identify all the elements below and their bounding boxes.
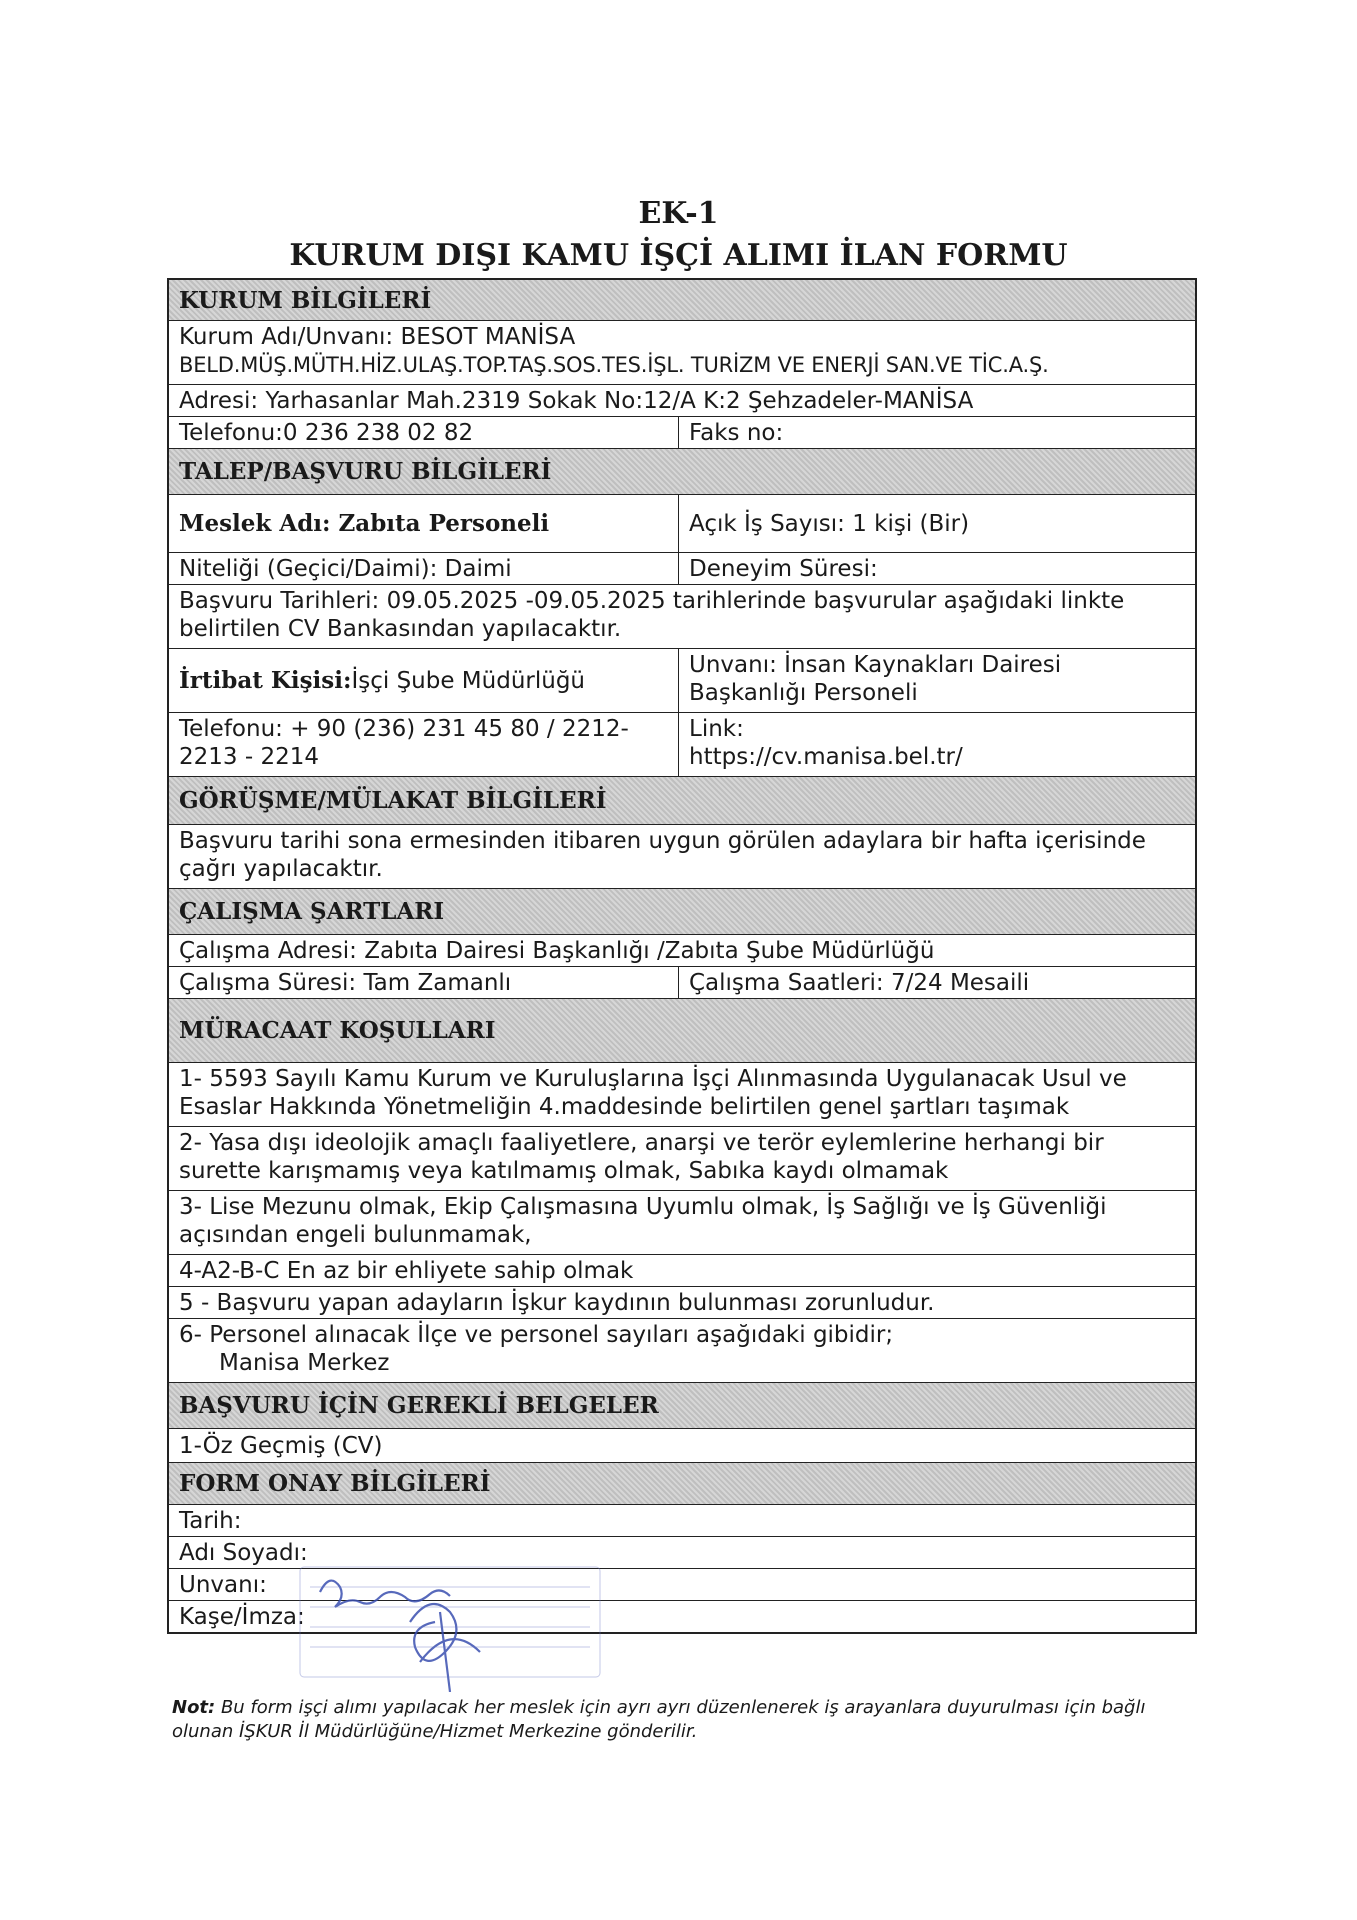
section-belgeler [169, 1382, 1195, 1428]
kurum-telefon: Telefonu:0 236 238 02 82 [169, 417, 679, 448]
kosul-3-line2: açısından engeli bulunmamak, [179, 1222, 532, 1248]
onay-adi-soyadi: Adı Soyadı: [179, 1539, 308, 1566]
section-kurum [169, 280, 1195, 320]
kurum-adi-row [169, 320, 1195, 384]
section-title: BAŞVURU İÇİN GEREKLİ BELGELER [169, 1383, 1195, 1428]
onay-adi-row [169, 1536, 1195, 1568]
kurum-adi [169, 321, 1195, 384]
note-label: Not: [172, 1697, 216, 1718]
calisma-suresi: Çalışma Süresi: Tam Zamanlı [169, 967, 679, 998]
basvuru-tarihleri-line1: Başvuru Tarihleri: 09.05.2025 -09.05.2025 tarihlerinde başvurular aşağıdaki linkte [179, 588, 1125, 614]
link-label: Link: [689, 716, 744, 742]
irtibat-telefon-line2: 2213 - 2214 [179, 744, 319, 770]
section-gorusme [169, 776, 1195, 824]
gorusme-line2: çağrı yapılacaktır. [179, 856, 383, 882]
unvan-line2: Başkanlığı Personeli [689, 680, 918, 706]
kosul-4-text: 4-A2-B-C En az bir ehliyete sahip olmak [179, 1257, 634, 1284]
kosul-3 [169, 1190, 1195, 1254]
section-title: MÜRACAAT KOŞULLARI [169, 999, 1195, 1062]
onay-unvan: Unvanı: [179, 1571, 267, 1598]
kurum-telefon-row [169, 416, 1195, 448]
section-title: FORM ONAY BİLGİLERİ [169, 1463, 1195, 1504]
niteligi: Niteliği (Geçici/Daimi): Daimi [169, 553, 679, 584]
meslek-row [169, 494, 1195, 552]
kosul-6-line1: 6- Personel alınacak İlçe ve personel sayıları aşağıdaki gibidir; [179, 1322, 894, 1348]
basvuru-tarihleri [169, 585, 1195, 648]
calisma-adres-row [169, 934, 1195, 966]
kurum-adres: Adresi: Yarhasanlar Mah.2319 Sokak No:12/A K:2 Şehzadeler-MANİSA [179, 387, 974, 414]
calisma-adresi: Çalışma Adresi: Zabıta Dairesi Başkanlığı /Zabıta Şube Müdürlüğü [179, 937, 935, 964]
basvuru-tarihleri-line2: belirtilen CV Bankasından yapılacaktır. [179, 616, 622, 642]
deneyim-suresi: Deneyim Süresi: [689, 555, 878, 582]
basvuru-link [679, 713, 1195, 776]
section-calisma [169, 888, 1195, 934]
kosul-2-line1: 2- Yasa dışı ideolojik amaçlı faaliyetlere, anarşi ve terör eylemlerine herhangi bir [179, 1130, 1104, 1156]
footer-note [172, 1696, 1212, 1744]
kurum-faks: Faks no: [689, 419, 784, 446]
acik-is-sayisi: Açık İş Sayısı: 1 kişi (Bir) [689, 510, 970, 537]
unvan-line1: Unvanı: İnsan Kaynakları Dairesi [689, 652, 1062, 678]
kosul-1-text [169, 1063, 1195, 1126]
kurum-adi-line2: BELD.MÜŞ.MÜTH.HİZ.ULAŞ.TOP.TAŞ.SOS.TES.İŞL. TURİZM VE ENERJİ SAN.VE TİC.A.Ş. [179, 353, 1049, 377]
irtibat-telefon-row [169, 712, 1195, 776]
irtibat-row [169, 648, 1195, 712]
belge-1 [169, 1428, 1195, 1462]
gorusme-text [169, 825, 1195, 888]
gorusme-line1: Başvuru tarihi sona ermesinden itibaren uygun görülen adaylara bir hafta içerisinde [179, 828, 1146, 854]
irtibat-telefon [169, 713, 679, 776]
kurum-adres-row [169, 384, 1195, 416]
meslek-adi: Meslek Adı: Zabıta Personeli [169, 495, 679, 552]
application-form [167, 278, 1197, 1634]
irtibat-telefon-line1: Telefonu: + 90 (236) 231 45 80 / 2212- [179, 716, 629, 742]
calisma-sure-row [169, 966, 1195, 998]
nitelik-row [169, 552, 1195, 584]
irtibat-kisisi [169, 649, 679, 712]
kosul-2-line2: surette karışmamış veya katılmamış olmak, Sabıka kaydı olmamak [179, 1158, 949, 1184]
kosul-5-text: 5 - Başvuru yapan adayların İşkur kaydının bulunması zorunludur. [179, 1289, 935, 1316]
section-title: KURUM BİLGİLERİ [169, 280, 1195, 320]
kosul-1 [169, 1062, 1195, 1126]
belge-1-text: 1-Öz Geçmiş (CV) [179, 1432, 383, 1459]
onay-tarih: Tarih: [179, 1507, 242, 1534]
section-title: ÇALIŞMA ŞARTLARI [169, 889, 1195, 934]
kosul-6-text [169, 1319, 1195, 1382]
page-title: KURUM DIŞI KAMU İŞÇİ ALIMI İLAN FORMU [289, 238, 1068, 273]
kosul-5 [169, 1286, 1195, 1318]
kosul-6 [169, 1318, 1195, 1382]
irtibat-unvan [679, 649, 1195, 712]
onay-kase-row [169, 1600, 1195, 1632]
kosul-3-line1: 3- Lise Mezunu olmak, Ekip Çalışmasına Uyumlu olmak, İş Sağlığı ve İş Güvenliği [179, 1194, 1107, 1220]
calisma-saatleri: Çalışma Saatleri: 7/24 Mesaili [689, 969, 1030, 996]
document-code: EK-1 [638, 196, 719, 231]
link-url[interactable]: https://cv.manisa.bel.tr/ [689, 744, 963, 770]
note-text: Bu form işçi alımı yapılacak her meslek için ayrı ayrı düzenlenerek iş arayanlara duyurulması için bağlı olunan İŞKUR İl Müdürlüğüne/Hizmet Merkezine gönderilir. [172, 1697, 1146, 1742]
kosul-1-line2: Esaslar Hakkında Yönetmeliğin 4.maddesinde belirtilen genel şartları taşımak [179, 1094, 1070, 1120]
kurum-adi-line1: Kurum Adı/Unvanı: BESOT MANİSA [179, 324, 576, 350]
onay-tarih-row [169, 1504, 1195, 1536]
kosul-2 [169, 1126, 1195, 1190]
kosul-1-line1: 1- 5593 Sayılı Kamu Kurum ve Kuruluşlarına İşçi Alınmasında Uygulanacak Usul ve [179, 1066, 1127, 1092]
irtibat-label: İrtibat Kişisi: [179, 666, 352, 694]
kosul-6-line2: Manisa Merkez [219, 1350, 390, 1376]
section-muracaat [169, 998, 1195, 1062]
section-title: TALEP/BAŞVURU BİLGİLERİ [169, 449, 1195, 494]
kosul-4 [169, 1254, 1195, 1286]
section-onay [169, 1462, 1195, 1504]
kosul-2-text [169, 1127, 1195, 1190]
section-title: GÖRÜŞME/MÜLAKAT BİLGİLERİ [169, 777, 1195, 824]
onay-kase-imza: Kaşe/İmza: [179, 1603, 305, 1630]
gorusme-row [169, 824, 1195, 888]
irtibat-value: İşçi Şube Müdürlüğü [351, 667, 586, 694]
section-talep [169, 448, 1195, 494]
onay-unvan-row [169, 1568, 1195, 1600]
basvuru-tarih-row [169, 584, 1195, 648]
kosul-3-text [169, 1191, 1195, 1254]
